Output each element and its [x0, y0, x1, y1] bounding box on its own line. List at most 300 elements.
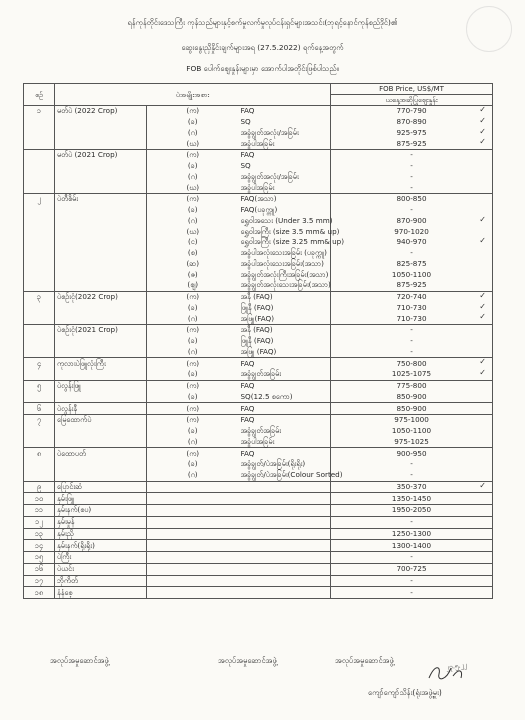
- row-sub: [147, 106, 239, 117]
- row-price-text: 775-800: [396, 381, 427, 391]
- row-desc: [239, 303, 331, 314]
- row-sub: [147, 182, 239, 193]
- signature-label-right: အလုပ်အမှုဆောင်အဖွဲ့: [335, 656, 394, 665]
- row-sub-text: (ဂ): [187, 470, 198, 480]
- row-desc-text: FAQ: [240, 106, 255, 116]
- row-sub: [147, 552, 239, 564]
- row-name-text: ပဲစဉ်းငုံ(2022 Crop): [57, 292, 118, 302]
- row-sub: [147, 448, 239, 459]
- row-price: [331, 358, 493, 369]
- row-name: [55, 313, 147, 324]
- row-price-text: 750-800: [396, 358, 427, 368]
- table-row: [24, 448, 493, 459]
- row-no: [24, 481, 55, 493]
- row-desc-text: အနီ (FAQ): [240, 325, 273, 335]
- row-desc: [239, 226, 340, 237]
- row-desc: [239, 347, 331, 358]
- table-row: [24, 470, 493, 481]
- check-mark-icon: ✓: [479, 480, 486, 490]
- table-row: [24, 493, 493, 505]
- row-price: [331, 138, 493, 149]
- row-no: [24, 505, 55, 517]
- row-no: [24, 575, 55, 587]
- row-price-text: 710-730: [396, 313, 427, 323]
- col-header-price: FOB Price, US$/MT: [331, 84, 493, 95]
- row-price: [331, 470, 493, 481]
- row-desc: [239, 528, 331, 540]
- row-no-text: ၁၈: [34, 587, 44, 597]
- row-sub: [147, 280, 239, 291]
- row-price-text: 970-1020: [394, 226, 429, 236]
- row-sub: [147, 259, 239, 270]
- row-desc-text: အခွံချွတ်အခြမ်း: [240, 369, 282, 379]
- row-sub: [147, 459, 239, 470]
- row-price: [331, 347, 493, 358]
- row-sub-text: (ဈ): [187, 280, 199, 290]
- row-sub-text: (ခ): [187, 302, 198, 312]
- table-row: [24, 575, 493, 587]
- row-price: [331, 280, 493, 291]
- row-sub: [147, 117, 239, 128]
- row-desc-text: အဖြူ(FAQ): [240, 313, 275, 323]
- check-mark-icon: ✓: [479, 290, 486, 300]
- col-header-no: စဉ်: [24, 84, 55, 106]
- row-price: [331, 150, 493, 161]
- row-name: [55, 380, 147, 391]
- row-price-text: -: [410, 248, 413, 258]
- row-desc: [239, 575, 331, 587]
- row-sub-text: (ခ): [187, 161, 198, 171]
- row-price: [331, 540, 493, 552]
- row-name: [55, 205, 147, 216]
- row-sub: [147, 369, 239, 380]
- row-name-text: နှမ်းနက်(စပ): [57, 505, 92, 515]
- row-no-text: ၉: [36, 481, 42, 491]
- row-no: [24, 303, 55, 314]
- row-no: [24, 269, 55, 280]
- row-no: [24, 106, 55, 117]
- row-desc-text: FAQ: [240, 448, 255, 458]
- row-price: [331, 303, 493, 314]
- row-sub-text: (က): [186, 358, 200, 368]
- row-no-text: ၁၃: [34, 528, 44, 538]
- row-name: [55, 528, 147, 540]
- table-row: [24, 106, 493, 117]
- row-name: [55, 426, 147, 437]
- row-sub: [147, 516, 239, 528]
- row-name-text: ပဲတီစိမ်း: [57, 194, 79, 204]
- row-price: [331, 226, 493, 237]
- row-name: [55, 448, 147, 459]
- table-row: [24, 563, 493, 575]
- table-row: [24, 347, 493, 358]
- row-no: [24, 392, 55, 403]
- row-sub-text: (ဇ): [187, 269, 198, 279]
- table-row: [24, 226, 493, 237]
- row-desc: [239, 172, 331, 183]
- row-price-text: -: [410, 552, 413, 562]
- row-name-text: ပဲယင်း: [57, 564, 74, 574]
- row-name-text: မတ်ပဲ (2022 Crop): [57, 106, 118, 116]
- header-line-3: FOB ပေါက်ဈေးနှုန်းများမှာ အောက်ပါအတိုင်းဖြစ်ပါသည်။: [186, 64, 339, 73]
- row-no: [24, 459, 55, 470]
- check-mark-icon: ✓: [479, 312, 486, 322]
- row-price-text: 870-890: [396, 117, 427, 127]
- row-desc-text: အခွံချွတ်အခြမ်း: [240, 426, 282, 436]
- row-no: [24, 516, 55, 528]
- row-name-text: နှမ်းညို: [57, 528, 74, 538]
- row-desc: [239, 481, 331, 493]
- row-sub: [147, 194, 239, 205]
- row-desc: [239, 117, 331, 128]
- row-desc: [239, 106, 331, 117]
- row-no-text: ၂: [37, 194, 41, 204]
- row-no-text: ၆: [36, 403, 42, 413]
- row-price: [331, 575, 493, 587]
- row-sub: [147, 587, 239, 599]
- row-no: [24, 448, 55, 459]
- row-desc-text: အခွံချွတ်အလုံးကြီးအခြမ်း(အသာ): [240, 269, 329, 279]
- table-row: [24, 216, 493, 227]
- check-mark-icon: ✓: [479, 236, 486, 245]
- row-price-text: -: [410, 161, 413, 171]
- row-price: [331, 552, 493, 564]
- row-desc: [239, 459, 331, 470]
- table-row: [24, 481, 493, 493]
- row-name-text: ပဲစဉ်းငုံ(2021 Crop): [57, 325, 118, 335]
- row-price: [331, 269, 493, 280]
- row-no: [24, 336, 55, 347]
- row-price-text: 850-900: [396, 391, 427, 401]
- row-sub-text: (ဃ): [186, 226, 200, 236]
- row-desc: [239, 313, 331, 324]
- row-desc-text: ဖြူနီ (FAQ): [240, 336, 274, 346]
- row-sub: [147, 392, 239, 403]
- row-name: [55, 237, 147, 248]
- row-price-text: 875-925: [396, 138, 427, 148]
- table-row: [24, 325, 493, 336]
- row-no: [24, 540, 55, 552]
- price-table: [23, 83, 493, 599]
- row-desc: [239, 415, 331, 426]
- row-no-text: ၁၆: [34, 564, 44, 574]
- row-price: [331, 248, 493, 259]
- row-sub-text: (က): [186, 292, 200, 302]
- row-sub: [147, 426, 239, 437]
- row-desc: [239, 237, 345, 248]
- row-no-text: ၇: [36, 415, 42, 425]
- row-name-text: ကုလားပဲဖြူလုံးကြီး: [57, 358, 106, 368]
- signer-name: ကျော်ကျော်သိန်း(ရုံးအဖွဲ့မှူး): [368, 688, 442, 697]
- row-sub: [147, 313, 239, 324]
- row-sub-text: (ခ): [187, 336, 198, 346]
- row-price-text: 1050-1100: [391, 269, 432, 279]
- row-sub: [147, 493, 239, 505]
- row-sub-text: (စ): [187, 248, 198, 258]
- row-sub-text: (ဃ): [186, 182, 200, 192]
- row-desc: [239, 470, 343, 481]
- row-sub: [147, 437, 239, 448]
- row-desc-text: ရွှေဝါအသေး (Under 3.5 mm): [240, 215, 333, 225]
- row-desc-text: ဖြူနီ (FAQ): [240, 302, 274, 312]
- signature-label-left: အလုပ်အမှုဆောင်အဖွဲ့: [50, 656, 109, 665]
- row-desc-text: SQ: [240, 161, 251, 171]
- row-no: [24, 150, 55, 161]
- row-sub-text: (က): [186, 325, 200, 335]
- row-desc-text: SQ(12.5 စကော): [240, 391, 293, 401]
- row-sub: [147, 415, 239, 426]
- row-name: [55, 248, 147, 259]
- table-row: [24, 358, 493, 369]
- row-name: [55, 269, 147, 280]
- table-row: [24, 587, 493, 599]
- row-sub-text: (က): [186, 106, 200, 116]
- row-price: [331, 117, 493, 128]
- table-row: [24, 552, 493, 564]
- table-row: [24, 415, 493, 426]
- row-desc: [239, 403, 331, 415]
- row-no: [24, 563, 55, 575]
- row-name-text: ပဲလွန်းဖြူ: [57, 381, 81, 391]
- row-price: [331, 216, 493, 227]
- row-sub-text: (ခ): [187, 117, 198, 127]
- row-name: [55, 505, 147, 517]
- row-sub: [147, 540, 239, 552]
- row-no-text: ၁၀: [34, 493, 44, 503]
- table-row: [24, 426, 493, 437]
- row-price: [331, 259, 493, 270]
- row-name: [55, 259, 147, 270]
- table-row: [24, 161, 493, 172]
- row-name: [55, 575, 147, 587]
- table-row: [24, 516, 493, 528]
- table-row: [24, 303, 493, 314]
- row-price-text: -: [410, 171, 413, 181]
- row-desc-text: အခွံပါအခြမ်း: [240, 138, 275, 148]
- row-name: [55, 358, 147, 369]
- row-name: [55, 552, 147, 564]
- row-no-text: ၁: [36, 106, 42, 116]
- row-price-text: 770-790: [396, 106, 427, 116]
- row-price: [331, 426, 493, 437]
- table-row: [24, 205, 493, 216]
- row-no: [24, 182, 55, 193]
- row-price: [331, 528, 493, 540]
- row-no: [24, 426, 55, 437]
- row-no-text: ၁၅: [34, 552, 44, 562]
- row-price: [331, 459, 493, 470]
- col-header-type: ပဲအမျိုးအစား: [55, 84, 331, 106]
- row-name-text: မြေထောက်ပဲ: [57, 415, 92, 425]
- header-line-2: ဆွေးနွေးညှိနှိုင်းချက်များအရ (27.5.2022) ရက်နေ့အတွက်: [181, 43, 344, 52]
- row-sub-text: (ခ): [187, 459, 198, 469]
- row-desc: [239, 280, 331, 291]
- row-desc-text: ရွှေဝါအကြီး (size 3.5 mm& up): [240, 226, 340, 236]
- row-no-text: ၃: [36, 292, 42, 302]
- row-name: [55, 280, 147, 291]
- row-price: [331, 205, 493, 216]
- signature-label-middle: အလုပ်အမှုဆောင်အဖွဲ့: [218, 656, 277, 665]
- row-price-text: 1050-1100: [391, 426, 432, 436]
- row-sub-text: (င): [187, 237, 198, 247]
- row-desc-text: အခွံချွတ်/ပဲအခြမ်း(Colour Sorted): [240, 470, 343, 480]
- row-sub-text: (က): [186, 403, 200, 413]
- row-no: [24, 128, 55, 139]
- table-row: [24, 380, 493, 391]
- table-row: [24, 291, 493, 302]
- row-price: [331, 516, 493, 528]
- row-name: [55, 415, 147, 426]
- row-no-text: ၁၂: [35, 517, 43, 527]
- row-desc-text: အခွံချွတ်အလုံး/အခြမ်း: [240, 171, 299, 181]
- row-desc-text: အခွံပါအခြမ်း: [240, 182, 275, 192]
- table-row: [24, 437, 493, 448]
- row-sub-text: (ဆ): [186, 258, 200, 268]
- row-name-text: နှမ်းဖြူ: [57, 493, 75, 503]
- row-price-text: -: [410, 587, 413, 597]
- row-no-text: ၈: [36, 448, 42, 458]
- row-name-text: ပဲထောပတ်: [57, 448, 87, 458]
- table-row: [24, 182, 493, 193]
- row-price-text: 870-900: [396, 215, 427, 225]
- row-price-text: 700-725: [396, 564, 427, 574]
- row-price-text: 720-740: [396, 292, 427, 302]
- row-desc: [239, 194, 331, 205]
- row-no: [24, 403, 55, 415]
- row-price-text: -: [410, 205, 413, 215]
- row-no-text: ၅: [36, 381, 42, 391]
- row-price-text: 1300-1400: [391, 540, 432, 550]
- row-price-text: 875-925: [396, 280, 427, 290]
- row-desc: [239, 182, 331, 193]
- row-price: [331, 392, 493, 403]
- row-sub-text: (ဃ): [186, 138, 200, 148]
- row-name: [55, 303, 147, 314]
- row-name: [55, 563, 147, 575]
- row-price: [331, 587, 493, 599]
- row-no-text: ၁၇: [34, 575, 44, 585]
- row-name: [55, 325, 147, 336]
- row-name: [55, 216, 147, 227]
- row-name: [55, 172, 147, 183]
- row-no: [24, 280, 55, 291]
- table-row: [24, 459, 493, 470]
- row-sub: [147, 505, 239, 517]
- row-price-text: 900-950: [396, 448, 427, 458]
- row-sub: [147, 325, 239, 336]
- row-sub-text: (က): [186, 150, 200, 160]
- row-price-text: -: [410, 346, 413, 356]
- row-desc: [239, 540, 331, 552]
- row-no: [24, 205, 55, 216]
- row-name: [55, 392, 147, 403]
- row-price: [331, 313, 493, 324]
- row-desc: [239, 369, 331, 380]
- row-price-text: 975-1025: [394, 436, 429, 446]
- row-name: [55, 128, 147, 139]
- row-desc: [239, 437, 331, 448]
- row-sub-text: (က): [186, 194, 200, 204]
- row-sub: [147, 138, 239, 149]
- table-row: [24, 313, 493, 324]
- row-price-text: 925-975: [396, 127, 427, 137]
- row-desc: [239, 587, 331, 599]
- row-price: [331, 403, 493, 415]
- signature-date: ၂၇.၅.၂၂: [445, 660, 468, 672]
- row-price-text: 1250-1300: [391, 528, 432, 538]
- row-no: [24, 325, 55, 336]
- table-row: [24, 128, 493, 139]
- row-name: [55, 161, 147, 172]
- row-desc-text: FAQ(ပခုက္ကူ): [240, 205, 278, 215]
- row-name: [55, 516, 147, 528]
- row-name: [55, 182, 147, 193]
- row-sub: [147, 205, 239, 216]
- table-row: [24, 540, 493, 552]
- row-desc-text: FAQ: [240, 358, 255, 368]
- row-sub: [147, 237, 239, 248]
- row-sub: [147, 481, 239, 493]
- row-no: [24, 248, 55, 259]
- price-table-body: [24, 106, 493, 599]
- row-price: [331, 563, 493, 575]
- row-price-text: 975-1000: [394, 415, 429, 425]
- row-price: [331, 237, 493, 248]
- check-mark-icon: ✓: [479, 105, 486, 114]
- row-desc-text: အခွံချွတ်အလုံး/အခြမ်း: [240, 127, 299, 137]
- row-sub: [147, 336, 239, 347]
- row-price-text: -: [410, 150, 413, 160]
- row-sub: [147, 380, 239, 391]
- row-name: [55, 150, 147, 161]
- row-no: [24, 358, 55, 369]
- table-row: [24, 403, 493, 415]
- row-sub: [147, 575, 239, 587]
- row-sub-text: (က): [186, 381, 200, 391]
- row-no: [24, 470, 55, 481]
- row-no-text: ၁၁: [34, 505, 44, 515]
- row-name-text: နှမ်းမှုန်: [57, 517, 75, 527]
- row-desc-text: အခွံပါအလုံးသေးအခြမ်း (ပခုက္ကူ): [240, 248, 327, 258]
- row-price-text: -: [410, 459, 413, 469]
- row-no-text: ၄: [36, 358, 42, 368]
- row-name: [55, 106, 147, 117]
- row-desc-text: FAQ: [240, 403, 255, 413]
- row-desc: [239, 563, 331, 575]
- table-row: [24, 117, 493, 128]
- row-sub: [147, 172, 239, 183]
- row-price-text: -: [410, 517, 413, 527]
- row-desc: [239, 336, 331, 347]
- table-row: [24, 237, 493, 248]
- row-desc: [239, 259, 331, 270]
- row-sub: [147, 226, 239, 237]
- row-price-text: -: [410, 182, 413, 192]
- header-line-1: ရန်ကုန်တိုင်းဒေသကြီး ကုန်သည်များနှင့်စက်မှုလက်မှုလုပ်ငန်းရှင်များအသင်း(ဘုရင့်နောင်ကုန်စည်ဒိုင်)၏: [127, 18, 398, 27]
- row-no: [24, 194, 55, 205]
- row-price: [331, 291, 493, 302]
- row-desc: [239, 138, 331, 149]
- row-price: [331, 194, 493, 205]
- row-sub: [147, 528, 239, 540]
- row-desc: [239, 150, 331, 161]
- row-price: [331, 336, 493, 347]
- row-price-text: 1350-1450: [391, 493, 432, 503]
- row-sub: [147, 161, 239, 172]
- row-price-text: 710-730: [396, 302, 427, 312]
- row-name-text: ပြောင်းဆံ: [57, 481, 83, 491]
- row-desc-text: ရွှေဝါအကြီး (size 3.25 mm& up): [240, 237, 345, 247]
